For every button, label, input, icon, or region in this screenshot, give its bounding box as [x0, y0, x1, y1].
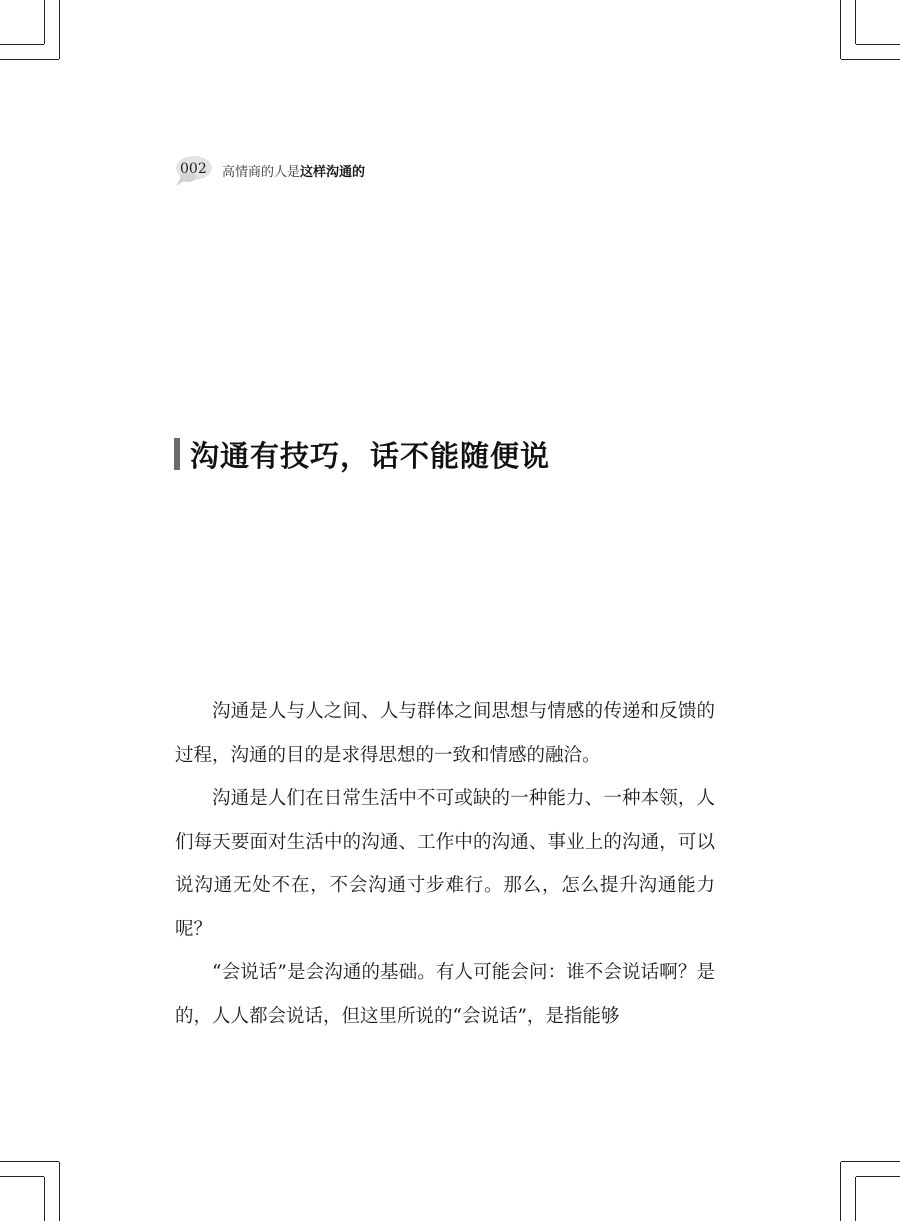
page-number: 002: [180, 161, 207, 177]
crop-mark-bottom-left-v2: [44, 1177, 45, 1221]
section-title: 沟通有技巧，话不能随便说: [190, 438, 551, 473]
book-title: [222, 161, 365, 180]
crop-mark-top-left-v2: [44, 0, 45, 44]
crop-mark-bottom-left-h2: [0, 1176, 44, 1177]
crop-mark-top-right-v2: [855, 0, 856, 44]
crop-mark-bottom-right-h: [841, 1161, 900, 1162]
crop-mark-top-right-h2: [856, 44, 900, 45]
running-header: [174, 153, 365, 187]
crop-mark-bottom-right-v: [840, 1162, 841, 1221]
speech-bubble-icon: [174, 153, 214, 187]
crop-mark-top-left-v: [59, 0, 60, 59]
crop-mark-bottom-right-v2: [855, 1177, 856, 1221]
crop-mark-top-right-v: [840, 0, 841, 59]
section-heading: [174, 434, 550, 474]
paragraph: 沟通是人与人之间、人与群体之间思想与情感的传递和反馈的过程，沟通的目的是求得思想的一致和情感的融洽。: [175, 701, 715, 766]
paragraph: “会说话”是会沟通的基础。有人可能会问：谁不会说话啊？是的，人人都会说话，但这里所说的“会说话”，是指能够: [175, 962, 715, 1027]
crop-mark-bottom-left-h: [0, 1161, 59, 1162]
crop-mark-top-left-h: [0, 59, 59, 60]
crop-mark-top-right-h: [841, 59, 900, 60]
crop-mark-bottom-left-v: [59, 1162, 60, 1221]
crop-mark-bottom-right-h2: [856, 1176, 900, 1177]
crop-mark-top-left-h2: [0, 44, 44, 45]
book-title-regular: 高情商的人是: [222, 164, 301, 180]
book-title-bold: 这样沟通的: [300, 164, 366, 180]
heading-bar: [174, 438, 180, 470]
body-text: [175, 690, 715, 1038]
paragraph: 沟通是人们在日常生活中不可或缺的一种能力、一种本领，人们每天要面对生活中的沟通、工作中的沟通、事业上的沟通，可以说沟通无处不在，不会沟通寸步难行。那么，怎么提升沟通能力呢？: [175, 788, 715, 940]
